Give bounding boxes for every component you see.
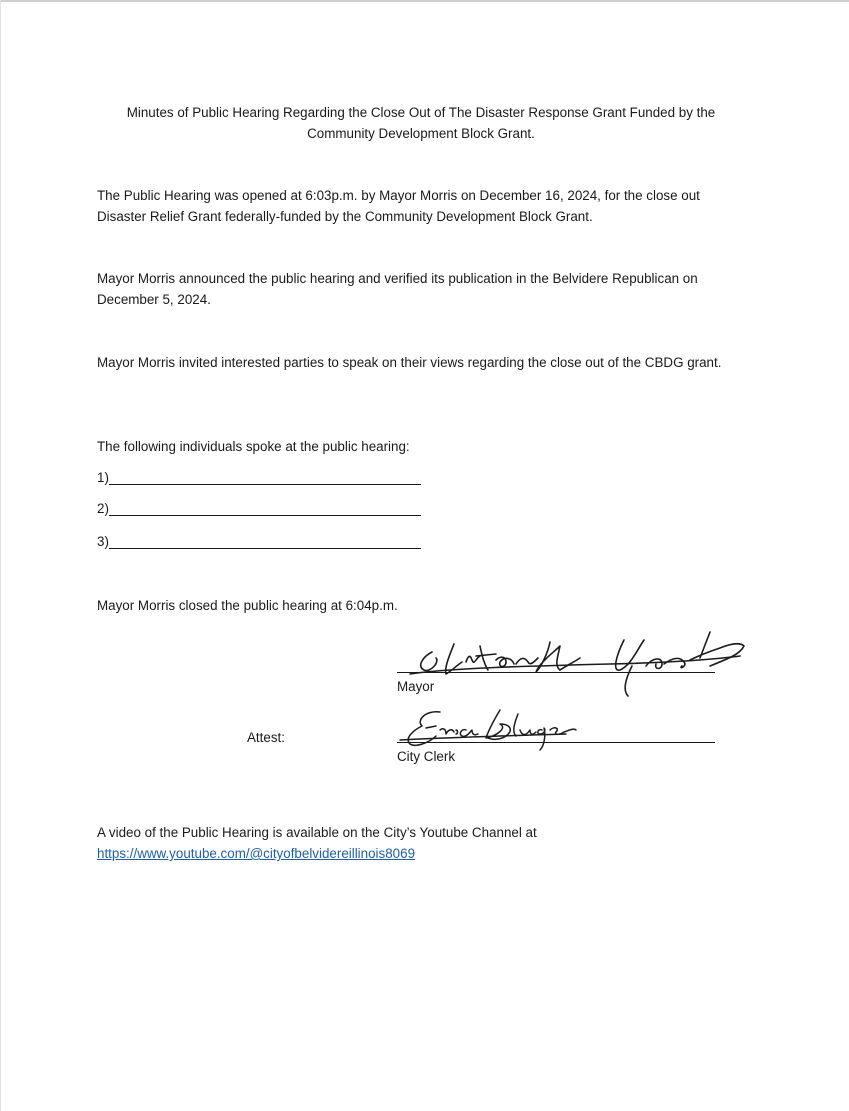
speaker-number: 1) bbox=[97, 470, 109, 485]
speakers-intro: The following individuals spoke at the public hearing: bbox=[97, 439, 410, 454]
speaker-slot-2 bbox=[97, 499, 427, 519]
speaker-number: 2) bbox=[97, 501, 109, 516]
speaker-slot-3 bbox=[97, 532, 427, 552]
mayor-signature-line bbox=[397, 672, 715, 673]
speaker-blank-line bbox=[109, 515, 421, 516]
youtube-channel-link[interactable]: https://www.youtube.com/@cityofbelvidereillinois8069 bbox=[97, 846, 416, 861]
document-title bbox=[60, 102, 782, 144]
page-edge-left bbox=[0, 0, 1, 1111]
attest-label: Attest: bbox=[247, 730, 285, 745]
invitation-paragraph: Mayor Morris invited interested parties to speak on their views regarding the close out of the CBDG grant. bbox=[97, 355, 722, 370]
mayor-signature bbox=[410, 622, 750, 702]
title-line-1: Minutes of Public Hearing Regarding the Close Out of The Disaster Response Grant Funded by the bbox=[126, 105, 716, 120]
mayor-label: Mayor bbox=[397, 679, 435, 694]
opening-paragraph: The Public Hearing was opened at 6:03p.m. by Mayor Morris on December 16, 2024, for the close out Disaster Relief Grant federally-funded by the Community Development Block Grant. bbox=[97, 188, 700, 224]
announcement-paragraph: Mayor Morris announced the public hearing and verified its publication in the Belvidere Republican on December 5, 2024. bbox=[97, 271, 698, 307]
video-text: A video of the Public Hearing is available on the City’s Youtube Channel at bbox=[97, 825, 537, 840]
speaker-slot-1 bbox=[97, 468, 427, 488]
speaker-blank-line bbox=[109, 548, 421, 549]
speaker-blank-line bbox=[109, 484, 421, 485]
clerk-label: City Clerk bbox=[397, 749, 456, 764]
video-paragraph bbox=[97, 822, 747, 864]
title-line-2: Community Development Block Grant. bbox=[307, 126, 535, 141]
closing-paragraph: Mayor Morris closed the public hearing at 6:04p.m. bbox=[97, 598, 398, 613]
clerk-signature-line bbox=[397, 742, 715, 743]
speaker-number: 3) bbox=[97, 534, 109, 549]
page-edge bbox=[0, 0, 849, 2]
